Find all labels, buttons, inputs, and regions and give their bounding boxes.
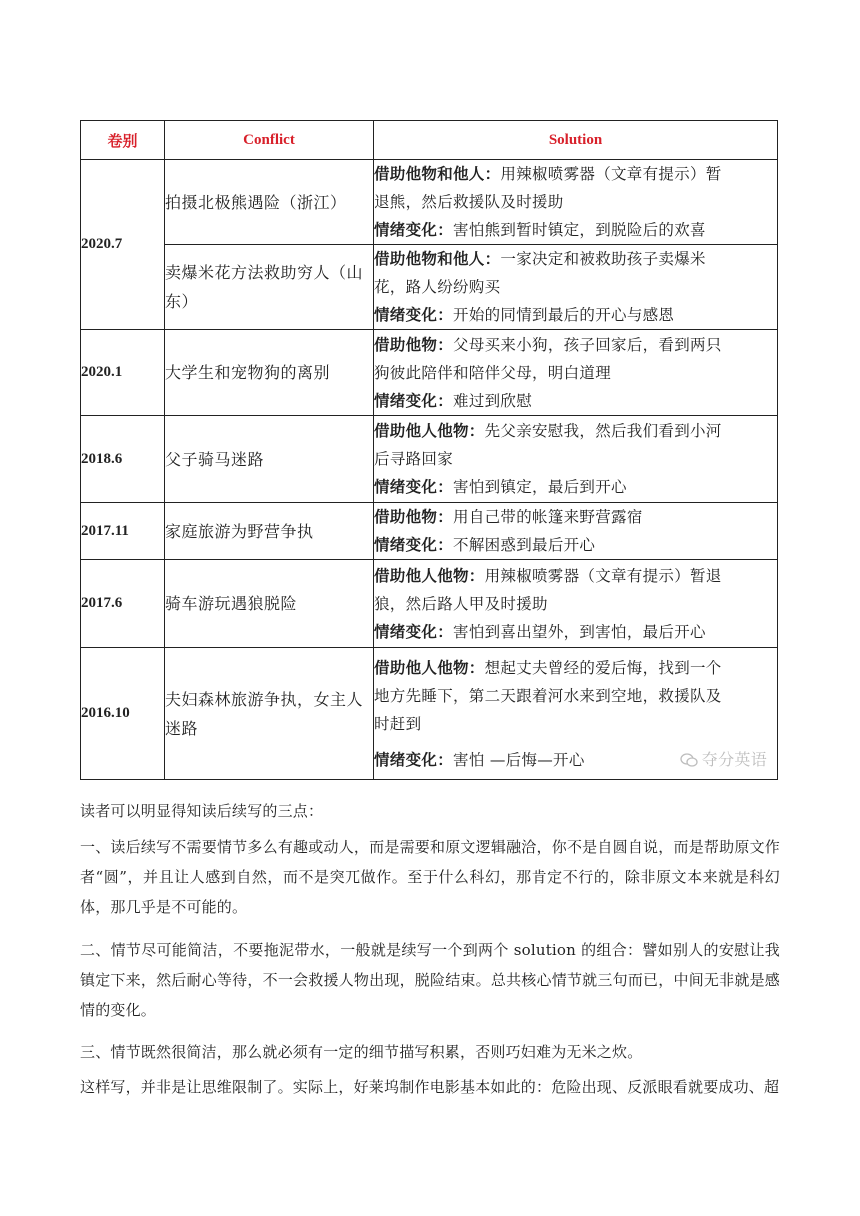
solution-cell: [374, 416, 778, 503]
solution-text: 用辣椒喷雾器（文章有提示）暂: [500, 165, 722, 183]
table-row: [81, 160, 778, 245]
solution-text: 想起丈夫曾经的爱后悔，找到一个: [484, 658, 722, 677]
table-row: [81, 560, 778, 648]
table-row: [81, 416, 778, 503]
year-cell: 2020.7: [81, 160, 165, 330]
solution-label: 借助他物和他人：: [374, 249, 501, 268]
table-row: [81, 648, 778, 780]
emotion-label: 情绪变化：: [374, 477, 454, 496]
solution-label: 借助他物：: [374, 334, 454, 354]
year-cell: 2020.1: [81, 330, 165, 416]
emotion-text: 不解困惑到最后开心: [453, 536, 596, 554]
point-one-paragraph: 一、读后续写不需要情节多么有趣或动人，而是需要和原文逻辑融洽，你不是自圆自说，而是帮助原文作者“圆”，并且让人感到自然，而不是突兀做作。至于什么科幻，那肯定不行的，除非原文本来就是科幻体，那几乎是不可能的。: [80, 838, 780, 916]
conflict-cell: 父子骑马迷路: [165, 416, 374, 503]
conflict-cell: 骑车游玩遇狼脱险: [165, 560, 374, 648]
solution-label: 借助他物：: [374, 507, 454, 526]
solution-text: 狗彼此陪伴和陪伴父母，明白道理: [374, 363, 612, 382]
conflict-cell: 夫妇森林旅游争执，女主人迷路: [165, 648, 374, 780]
solution-text: 一家决定和被救助孩子卖爆米: [500, 250, 706, 268]
emotion-text: 开始的同情到最后的开心与感恩: [453, 306, 675, 324]
closing-paragraph: 这样写，并非是让思维限制了。实际上，好莱坞制作电影基本如此的：危险出现、反派眼看就要成功、超: [80, 1078, 780, 1096]
solution-text: 地方先睡下，第二天跟着河水来到空地，救援队及: [374, 686, 722, 705]
year-cell: 2016.10: [81, 648, 165, 780]
watermark: [680, 746, 767, 774]
emotion-label: 情绪变化：: [374, 535, 454, 554]
emotion-text: 害怕到喜出望外，到害怕，最后开心: [453, 622, 706, 641]
emotion-text: 害怕熊到暂时镇定，到脱险后的欢喜: [453, 221, 706, 239]
emotion-text: 难过到欣慰: [453, 391, 533, 410]
conflict-cell: 拍摄北极熊遇险（浙江）: [165, 160, 374, 245]
emotion-label: 情绪变化：: [374, 220, 454, 239]
year-cell: 2017.11: [81, 503, 165, 560]
solution-text: 退熊，然后救援队及时援助: [374, 193, 564, 211]
point-three-paragraph: 三、情节既然很简洁，那么就必须有一定的细节描写积累，否则巧妇难为无米之炊。: [80, 1043, 643, 1061]
solution-text: 狼，然后路人甲及时援助: [374, 594, 548, 613]
header-conflict: Conflict: [165, 121, 374, 160]
conflict-cell: 大学生和宠物狗的离别: [165, 330, 374, 416]
solution-text: 先父亲安慰我，然后我们看到小河: [484, 422, 722, 440]
intro-paragraph: 读者可以明显得知读后续写的三点：: [80, 802, 324, 820]
emotion-label: 情绪变化：: [374, 621, 454, 641]
table-row: [81, 330, 778, 416]
solution-label: 借助他人他物：: [374, 657, 485, 677]
solution-cell: [374, 503, 778, 560]
emotion-text: 害怕到镇定，最后到开心: [453, 478, 627, 496]
wechat-icon: [680, 748, 698, 762]
solution-cell: [374, 330, 778, 416]
solution-label: 借助他人他物：: [374, 565, 485, 585]
table-header-row: [81, 121, 778, 160]
solution-cell: [374, 648, 778, 780]
solution-text: 花，路人纷纷购买: [374, 278, 501, 296]
conflict-cell: 家庭旅游为野营争执: [165, 503, 374, 560]
emotion-label: 情绪变化：: [374, 749, 454, 769]
year-cell: 2018.6: [81, 416, 165, 503]
table-row: [81, 503, 778, 560]
table-row: [81, 245, 778, 330]
solution-cell: [374, 560, 778, 648]
solution-text: 用辣椒喷雾器（文章有提示）暂退: [484, 566, 722, 585]
solution-text: 父母买来小狗，孩子回家后，看到两只: [453, 335, 722, 354]
solution-cell: [374, 245, 778, 330]
header-paper: 卷别: [81, 121, 165, 160]
exam-topics-table: [80, 120, 778, 780]
solution-label: 借助他物和他人：: [374, 164, 501, 183]
year-cell: 2017.6: [81, 560, 165, 648]
solution-text: 后寻路回家: [374, 450, 454, 468]
emotion-label: 情绪变化：: [374, 390, 454, 410]
solution-cell: [374, 160, 778, 245]
header-solution: Solution: [374, 121, 778, 160]
emotion-label: 情绪变化：: [374, 305, 454, 324]
conflict-cell: 卖爆米花方法救助穷人（山东）: [165, 245, 374, 330]
watermark-text: 夺分英语: [701, 749, 767, 769]
solution-text: 时赶到: [374, 714, 422, 733]
solution-label: 借助他人他物：: [374, 421, 485, 440]
emotion-text: 害怕 —后悔—开心: [453, 750, 585, 769]
solution-text: 用自己带的帐篷来野营露宿: [453, 508, 643, 526]
point-two-paragraph: 二、情节尽可能简洁，不要拖泥带水，一般就是续写一个到两个 solution 的组合：譬如别人的安慰让我镇定下来，然后耐心等待，不一会救援人物出现，脱险结束。总共核心情节就三句而已，中间无非就是感情的变化。: [80, 941, 780, 1019]
